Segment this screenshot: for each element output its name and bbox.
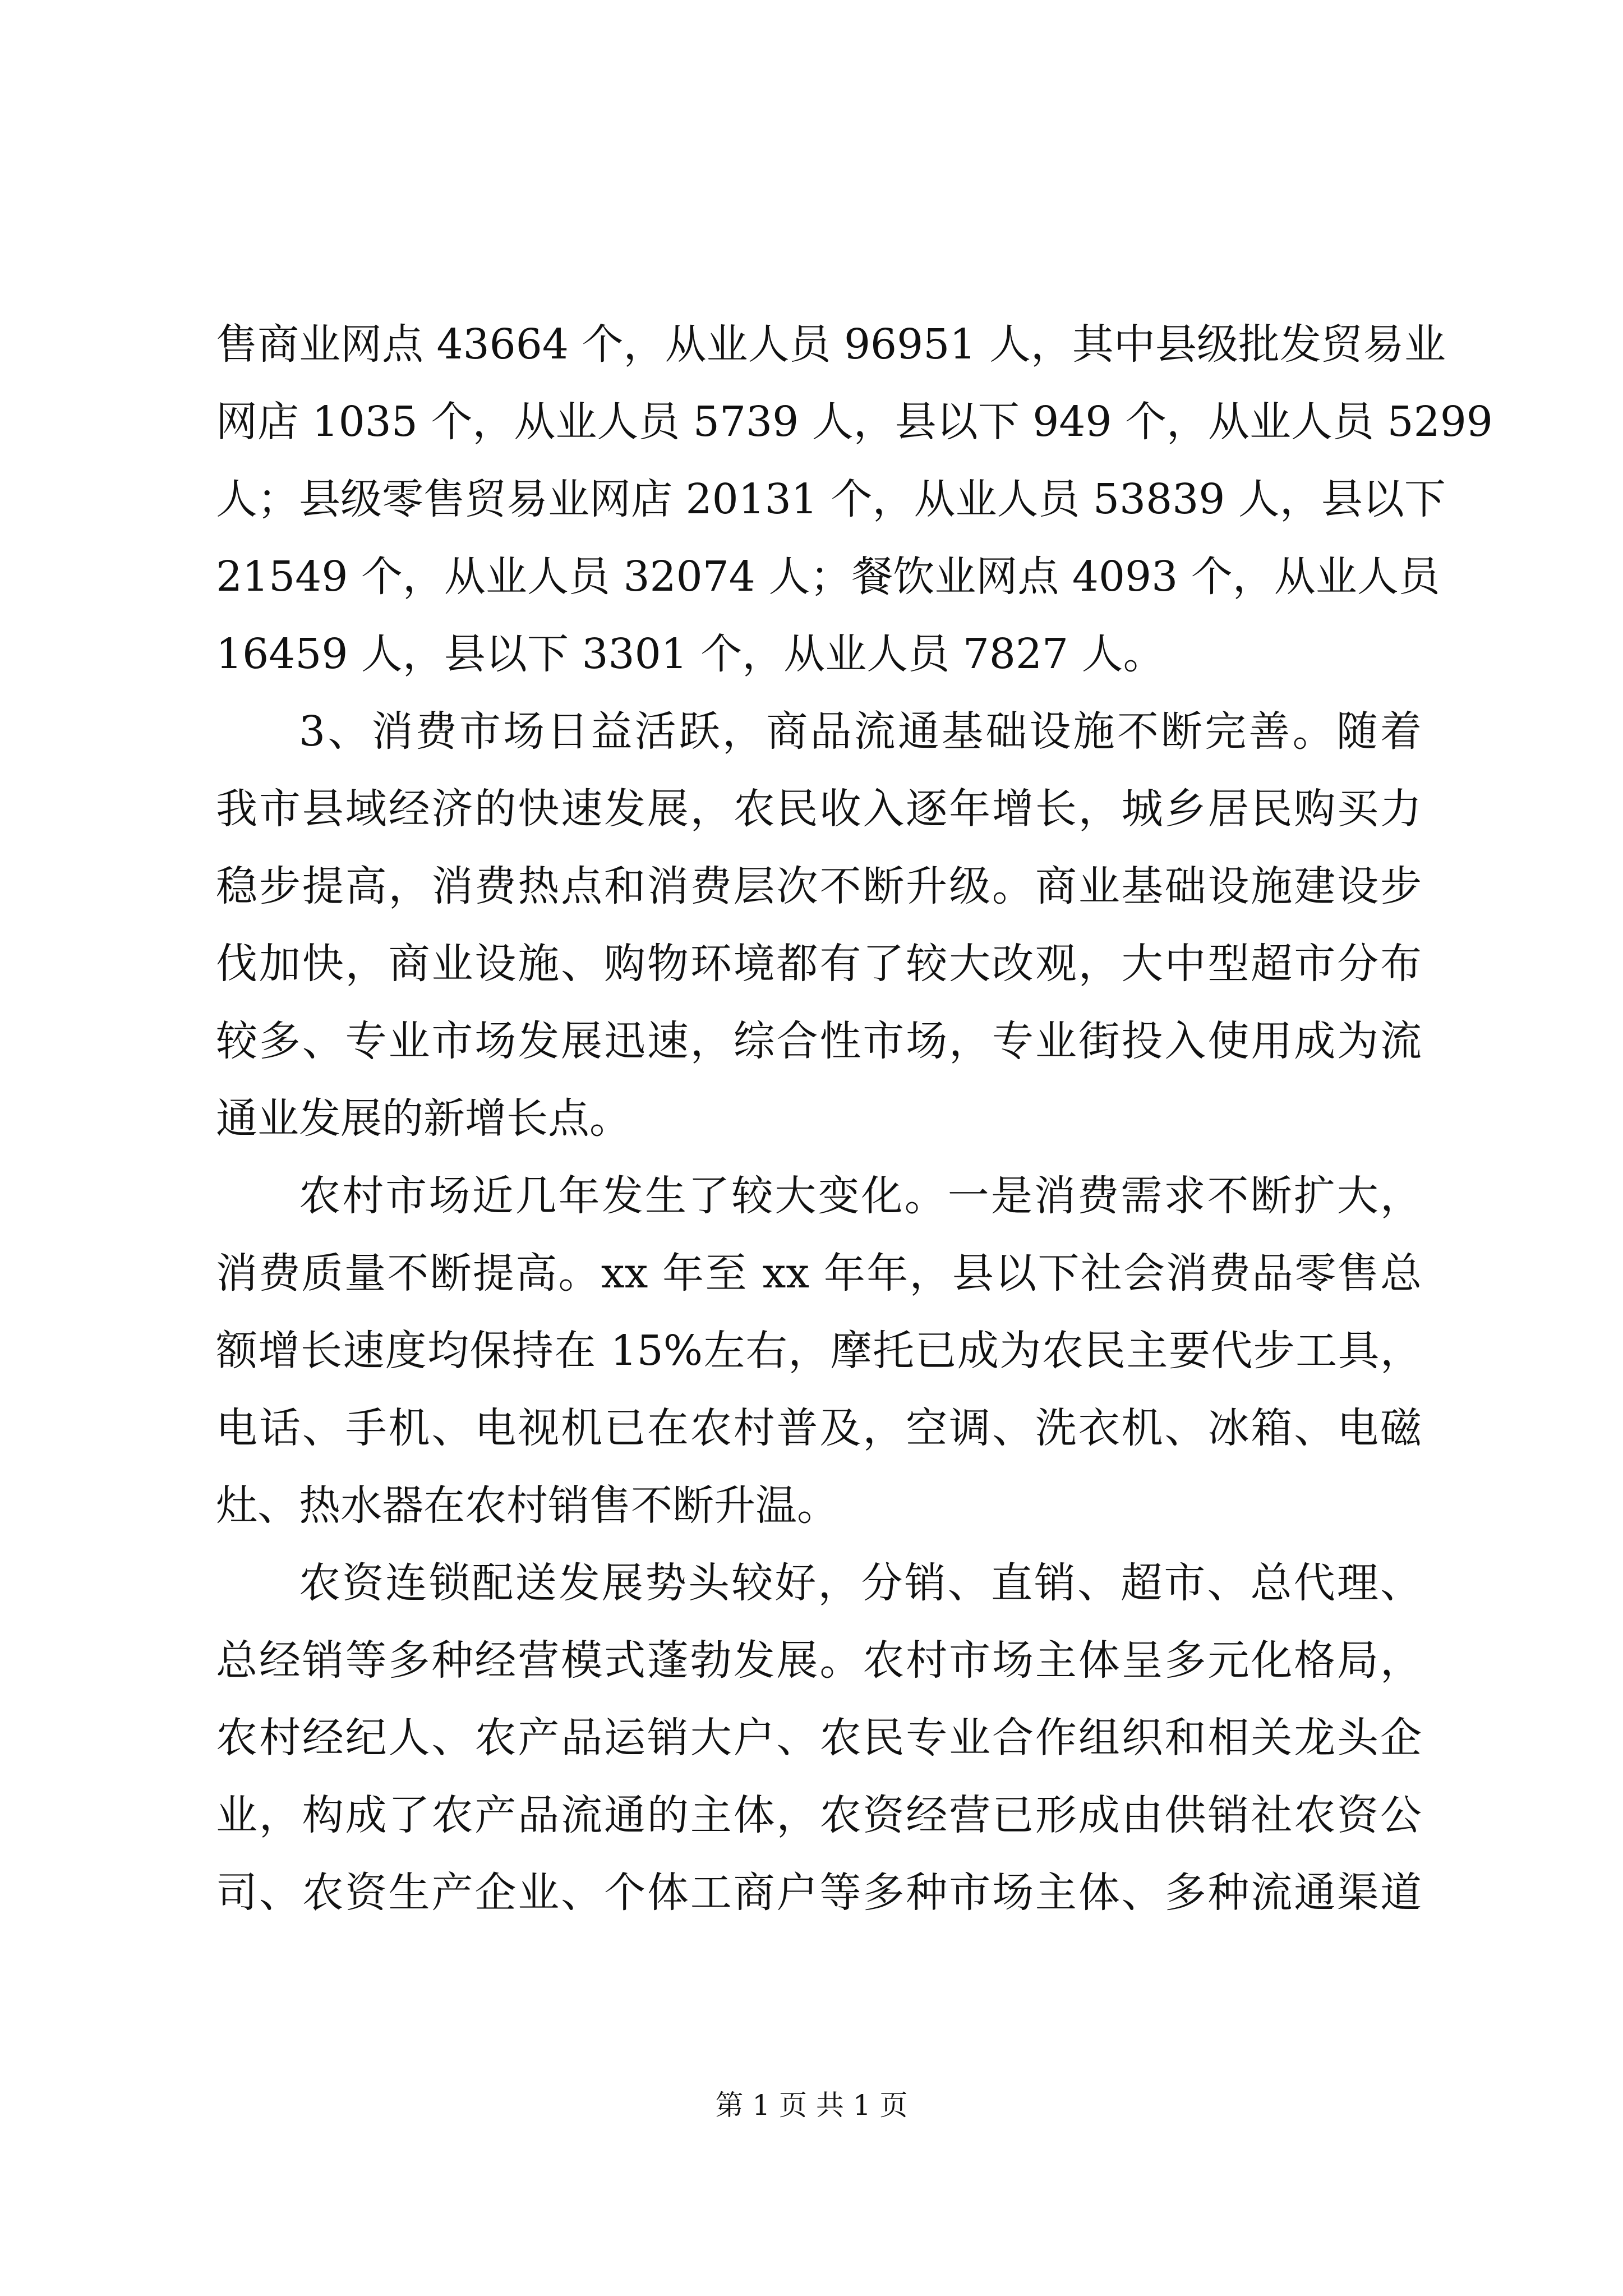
text-line: 业，构成了农产品流通的主体，农资经营已形成由供销社农资公	[216, 1791, 1422, 1839]
text-line: 司、农资生产企业、个体工商户等多种市场主体、多种流通渠道	[216, 1869, 1422, 1917]
text-line: 农村经纪人、农产品运销大户、农民专业合作组织和相关龙头企	[216, 1714, 1422, 1762]
text-line: 较多、专业市场发展迅速，综合性市场，专业街投入使用成为流	[216, 1017, 1422, 1065]
document-body	[216, 306, 1493, 1931]
text-line: 灶、热水器在农村销售不断升温。	[216, 1481, 838, 1530]
page-number-footer: 第 1 页 共 1 页	[715, 2089, 908, 2122]
text-line: 农资连锁配送发展势头较好，分销、直销、超市、总代理、	[299, 1559, 1422, 1607]
text-line: 16459 人，县以下 3301 个，从业人员 7827 人。	[216, 630, 1165, 678]
text-line: 额增长速度均保持在 15%左右，摩托已成为农民主要代步工具，	[216, 1327, 1422, 1375]
text-line: 电话、手机、电视机已在农村普及，空调、洗衣机、冰箱、电磁	[216, 1404, 1422, 1452]
text-line: 人；县级零售贸易业网店 20131 个，从业人员 53839 人，县以下	[216, 475, 1446, 523]
text-line: 总经销等多种经营模式蓬勃发展。农村市场主体呈多元化格局，	[216, 1636, 1422, 1685]
text-line: 农村市场近几年发生了较大变化。一是消费需求不断扩大，	[299, 1172, 1422, 1220]
text-line: 稳步提高，消费热点和消费层次不断升级。商业基础设施建设步	[216, 862, 1422, 910]
text-line: 消费质量不断提高。xx 年至 xx 年年，县以下社会消费品零售总	[216, 1249, 1422, 1297]
text-line: 我市县域经济的快速发展，农民收入逐年增长，城乡居民购买力	[216, 785, 1422, 833]
text-line: 售商业网点 43664 个，从业人员 96951 人，其中县级批发贸易业	[216, 320, 1446, 369]
text-line: 伐加快，商业设施、购物环境都有了较大改观，大中型超市分布	[216, 940, 1422, 988]
text-line: 网店 1035 个，从业人员 5739 人，县以下 949 个，从业人员 5299	[216, 398, 1493, 446]
text-line: 21549 个，从业人员 32074 人；餐饮业网点 4093 个，从业人员	[216, 553, 1440, 601]
text-line: 3、消费市场日益活跃，商品流通基础设施不断完善。随着	[299, 707, 1422, 756]
text-line: 通业发展的新增长点。	[216, 1094, 631, 1143]
